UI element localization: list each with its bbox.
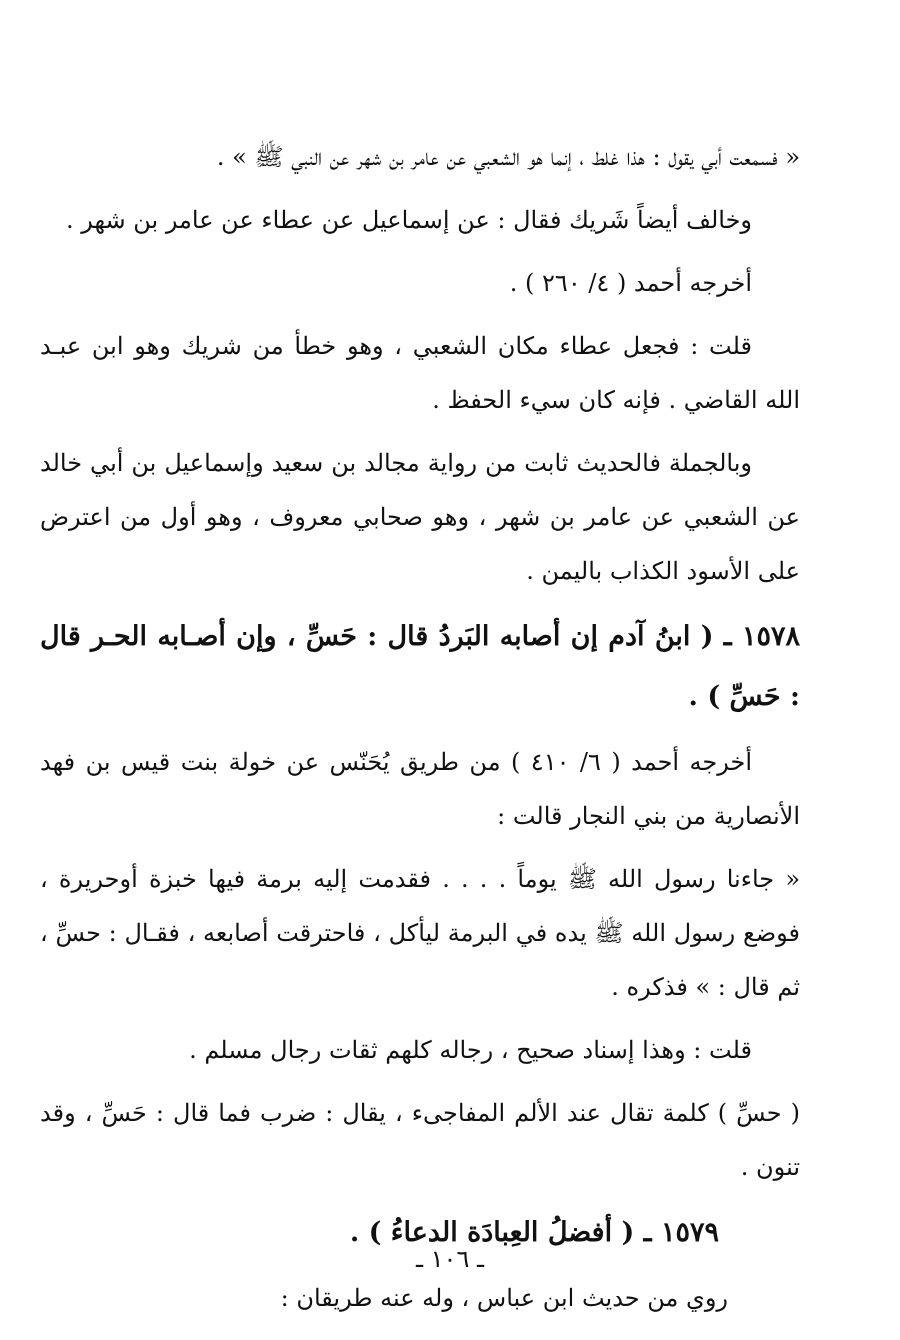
paragraph-sharik-variant: وخالف أيضاً شَريك فقال : عن إسماعيل عن عطاء عن عامر بن شهر .: [65, 206, 752, 234]
paragraph-quote-father: « فسمعت أبي يقول : هذا غلط ، إنما هو الشعبي عن عامر بن شهر عن النبي ﷺ » .: [216, 143, 800, 171]
paragraph-hiss-definition: ( حسِّ ) كلمة تقال عند الألم المفاجىء ، يقال : ضرب فما قال : حَسِّ ، وقد تنون .: [40, 1099, 800, 1181]
paragraph-khawla-narration: « جاءنا رسول الله ﷺ يوماً . . . . فقدمت إليه برمة فيها خبزة أوحريرة ، فوضع رسول الله ﷺ يده في البرمة ليأكل ، فاحترقت أصابعه ، فقـال : حسِّ ، ثم قال : » فذكره .: [40, 865, 800, 1001]
page-number: ـ ١٠٦ ـ: [415, 1245, 484, 1273]
paragraph-comment-ata: قلت : فجعل عطاء مكان الشعبي ، وهو خطأ من شريك وهو ابن عبـد الله القاضي . فإنه كان سيء الحفظ .: [40, 332, 800, 414]
paragraph-ibn-abbas: روي من حديث ابن عباس ، وله عنه طريقان :: [280, 1284, 728, 1312]
paragraph-ahmad-ref-2: أخرجه أحمد ( ٦/ ٤١٠ ) من طريق يُحَنّس عن خولة بنت قيس بن فهد الأنصارية من بني النجار قالت :: [40, 748, 800, 830]
paragraph-isnad-sahih: قلت : وهذا إسناد صحيح ، رجاله كلهم ثقات رجال مسلم .: [189, 1036, 752, 1064]
paragraph-summary: وبالجملة فالحديث ثابت من رواية مجالد بن سعيد وإسماعيل بن أبي خالد عن الشعبي عن عامر بن شهر ، وهو صحابي معروف ، وهو أول من اعترض على الأسود الكذاب باليمن .: [40, 449, 800, 585]
paragraph-ahmad-ref-1: أخرجه أحمد ( ٤/ ٢٦٠ ) .: [509, 269, 752, 297]
hadith-heading-1579: ١٥٧٩ ـ ( أفضلُ العِبادَة الدعاءُ ) .: [349, 1217, 719, 1248]
hadith-heading-1578: ١٥٧٨ ـ ( ابنُ آدم إن أصابه البَردُ قال : حَسِّ ، وإن أصـابه الحـر قال : حَسِّ ) .: [40, 621, 800, 712]
